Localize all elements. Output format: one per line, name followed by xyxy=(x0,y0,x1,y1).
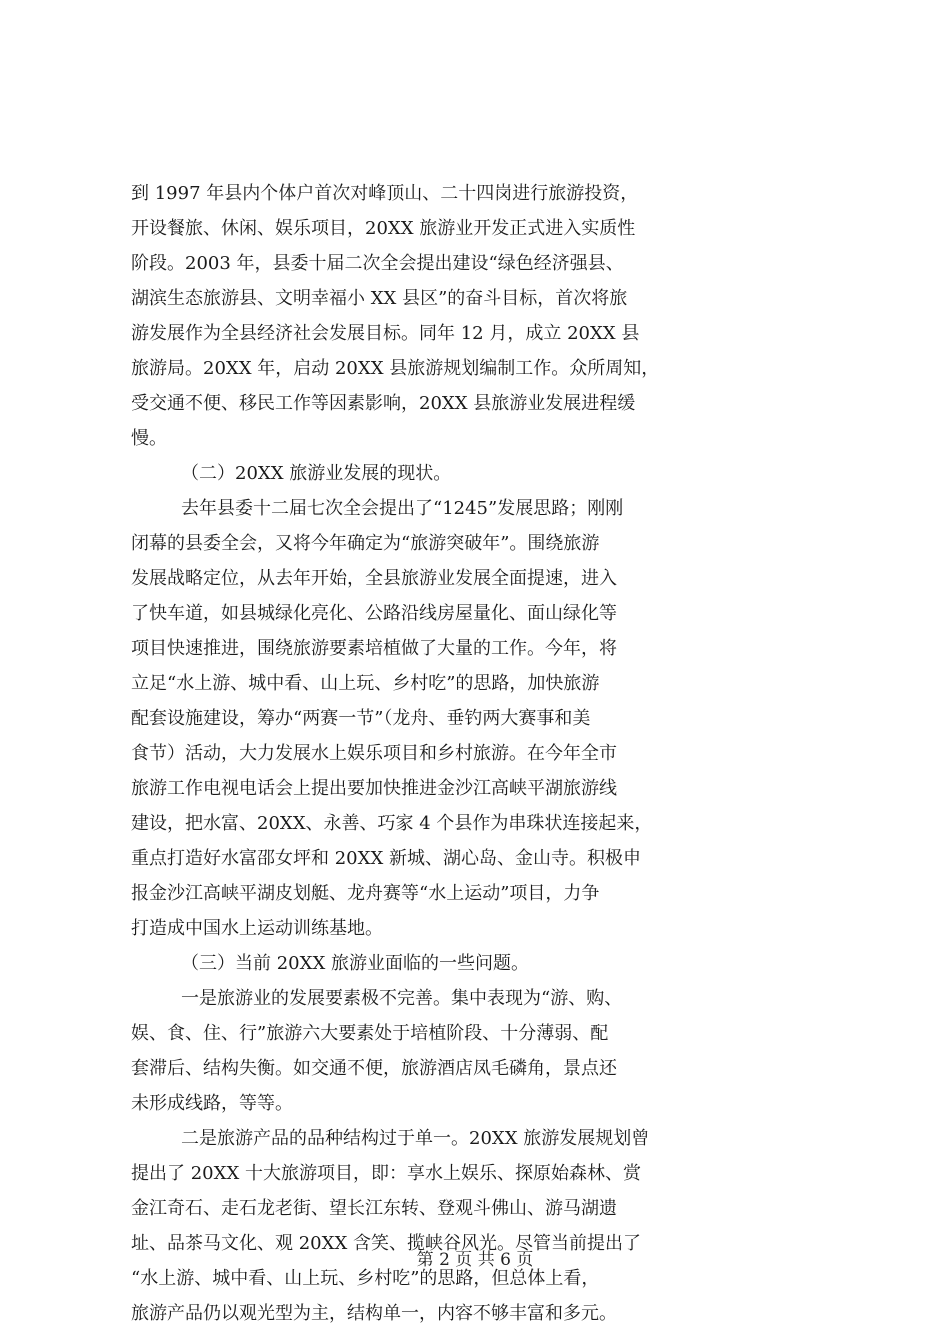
text-line: “水上游、城中看、山上玩、乡村吃”的思路，但总体上看， xyxy=(131,1268,600,1289)
text-line: 了快车道，如县城绿化亮化、公路沿线房屋量化、面山绿化等 xyxy=(131,603,617,624)
text-line: 到 1997 年县内个体户首次对峰顶山、二十四岗进行旅游投资， xyxy=(131,183,639,204)
text-line: 开设餐旅、休闲、娱乐项目，20XX 旅游业开发正式进入实质性 xyxy=(131,218,636,239)
text-line: 阶段。2003 年，县委十届二次全会提出建设“绿色经济强县、 xyxy=(131,253,624,274)
text-line: 配套设施建设，筹办“两赛一节”（龙舟、垂钓两大赛事和美 xyxy=(131,708,591,729)
text-line: 二是旅游产品的品种结构过于单一。20XX 旅游发展规划曾 xyxy=(181,1128,650,1149)
text-line: 旅游工作电视电话会上提出要加快推进金沙江高峡平湖旅游线 xyxy=(131,778,617,799)
text-line: 慢。 xyxy=(131,428,167,449)
text-line: 食节）活动，大力发展水上娱乐项目和乡村旅游。在今年全市 xyxy=(131,743,617,764)
text-line: 发展战略定位，从去年开始，全县旅游业发展全面提速，进入 xyxy=(131,568,617,589)
text-line: 报金沙江高峡平湖皮划艇、龙舟赛等“水上运动”项目，力争 xyxy=(131,883,600,904)
text-line: 湖滨生态旅游县、文明幸福小 XX 县区”的奋斗目标，首次将旅 xyxy=(131,288,628,309)
text-line: 娱、食、住、行”旅游六大要素处于培植阶段、十分薄弱、配 xyxy=(131,1023,609,1044)
text-line: （三）当前 20XX 旅游业面临的一些问题。 xyxy=(181,953,529,974)
text-line: 闭幕的县委全会，又将今年确定为“旅游突破年”。围绕旅游 xyxy=(131,533,600,554)
text-line: 一是旅游业的发展要素极不完善。集中表现为“游、购、 xyxy=(181,988,623,1009)
text-line: 址、品茶马文化、观 20XX 含笑、揽峡谷风光。尽管当前提出了 xyxy=(131,1233,641,1254)
text-line: 套滞后、结构失衡。如交通不便，旅游酒店凤毛磷角，景点还 xyxy=(131,1058,617,1079)
body-text xyxy=(131,176,831,1331)
text-line: 建设，把水富、20XX、永善、巧家 4 个县作为串珠状连接起来， xyxy=(131,813,653,834)
text-line: 受交通不便、移民工作等因素影响，20XX 县旅游业发展进程缓 xyxy=(131,393,636,414)
text-line: 打造成中国水上运动训练基地。 xyxy=(131,918,383,939)
text-line: 未形成线路，等等。 xyxy=(131,1093,293,1114)
text-line: 游发展作为全县经济社会发展目标。同年 12 月，成立 20XX 县 xyxy=(131,323,640,344)
text-line: 去年县委十二届七次全会提出了“1245”发展思路；刚刚 xyxy=(181,498,624,519)
text-line: 重点打造好水富邵女坪和 20XX 新城、湖心岛、金山寺。积极申 xyxy=(131,848,641,869)
text-line: 旅游局。20XX 年，启动 20XX 县旅游规划编制工作。众所周知， xyxy=(131,358,660,379)
text-line: 项目快速推进，围绕旅游要素培植做了大量的工作。今年，将 xyxy=(131,638,617,659)
text-line: 提出了 20XX 十大旅游项目，即：享水上娱乐、探原始森林、赏 xyxy=(131,1163,641,1184)
text-line: 立足“水上游、城中看、山上玩、乡村吃”的思路，加快旅游 xyxy=(131,673,600,694)
text-line: （二）20XX 旅游业发展的现状。 xyxy=(181,463,452,484)
text-line: 旅游产品仍以观光型为主，结构单一，内容不够丰富和多元。 xyxy=(131,1303,617,1324)
page-footer: 第 2 页 共 6 页 xyxy=(416,1250,534,1270)
text-line: 金江奇石、走石龙老街、望长江东转、登观斗佛山、游马湖遗 xyxy=(131,1198,617,1219)
